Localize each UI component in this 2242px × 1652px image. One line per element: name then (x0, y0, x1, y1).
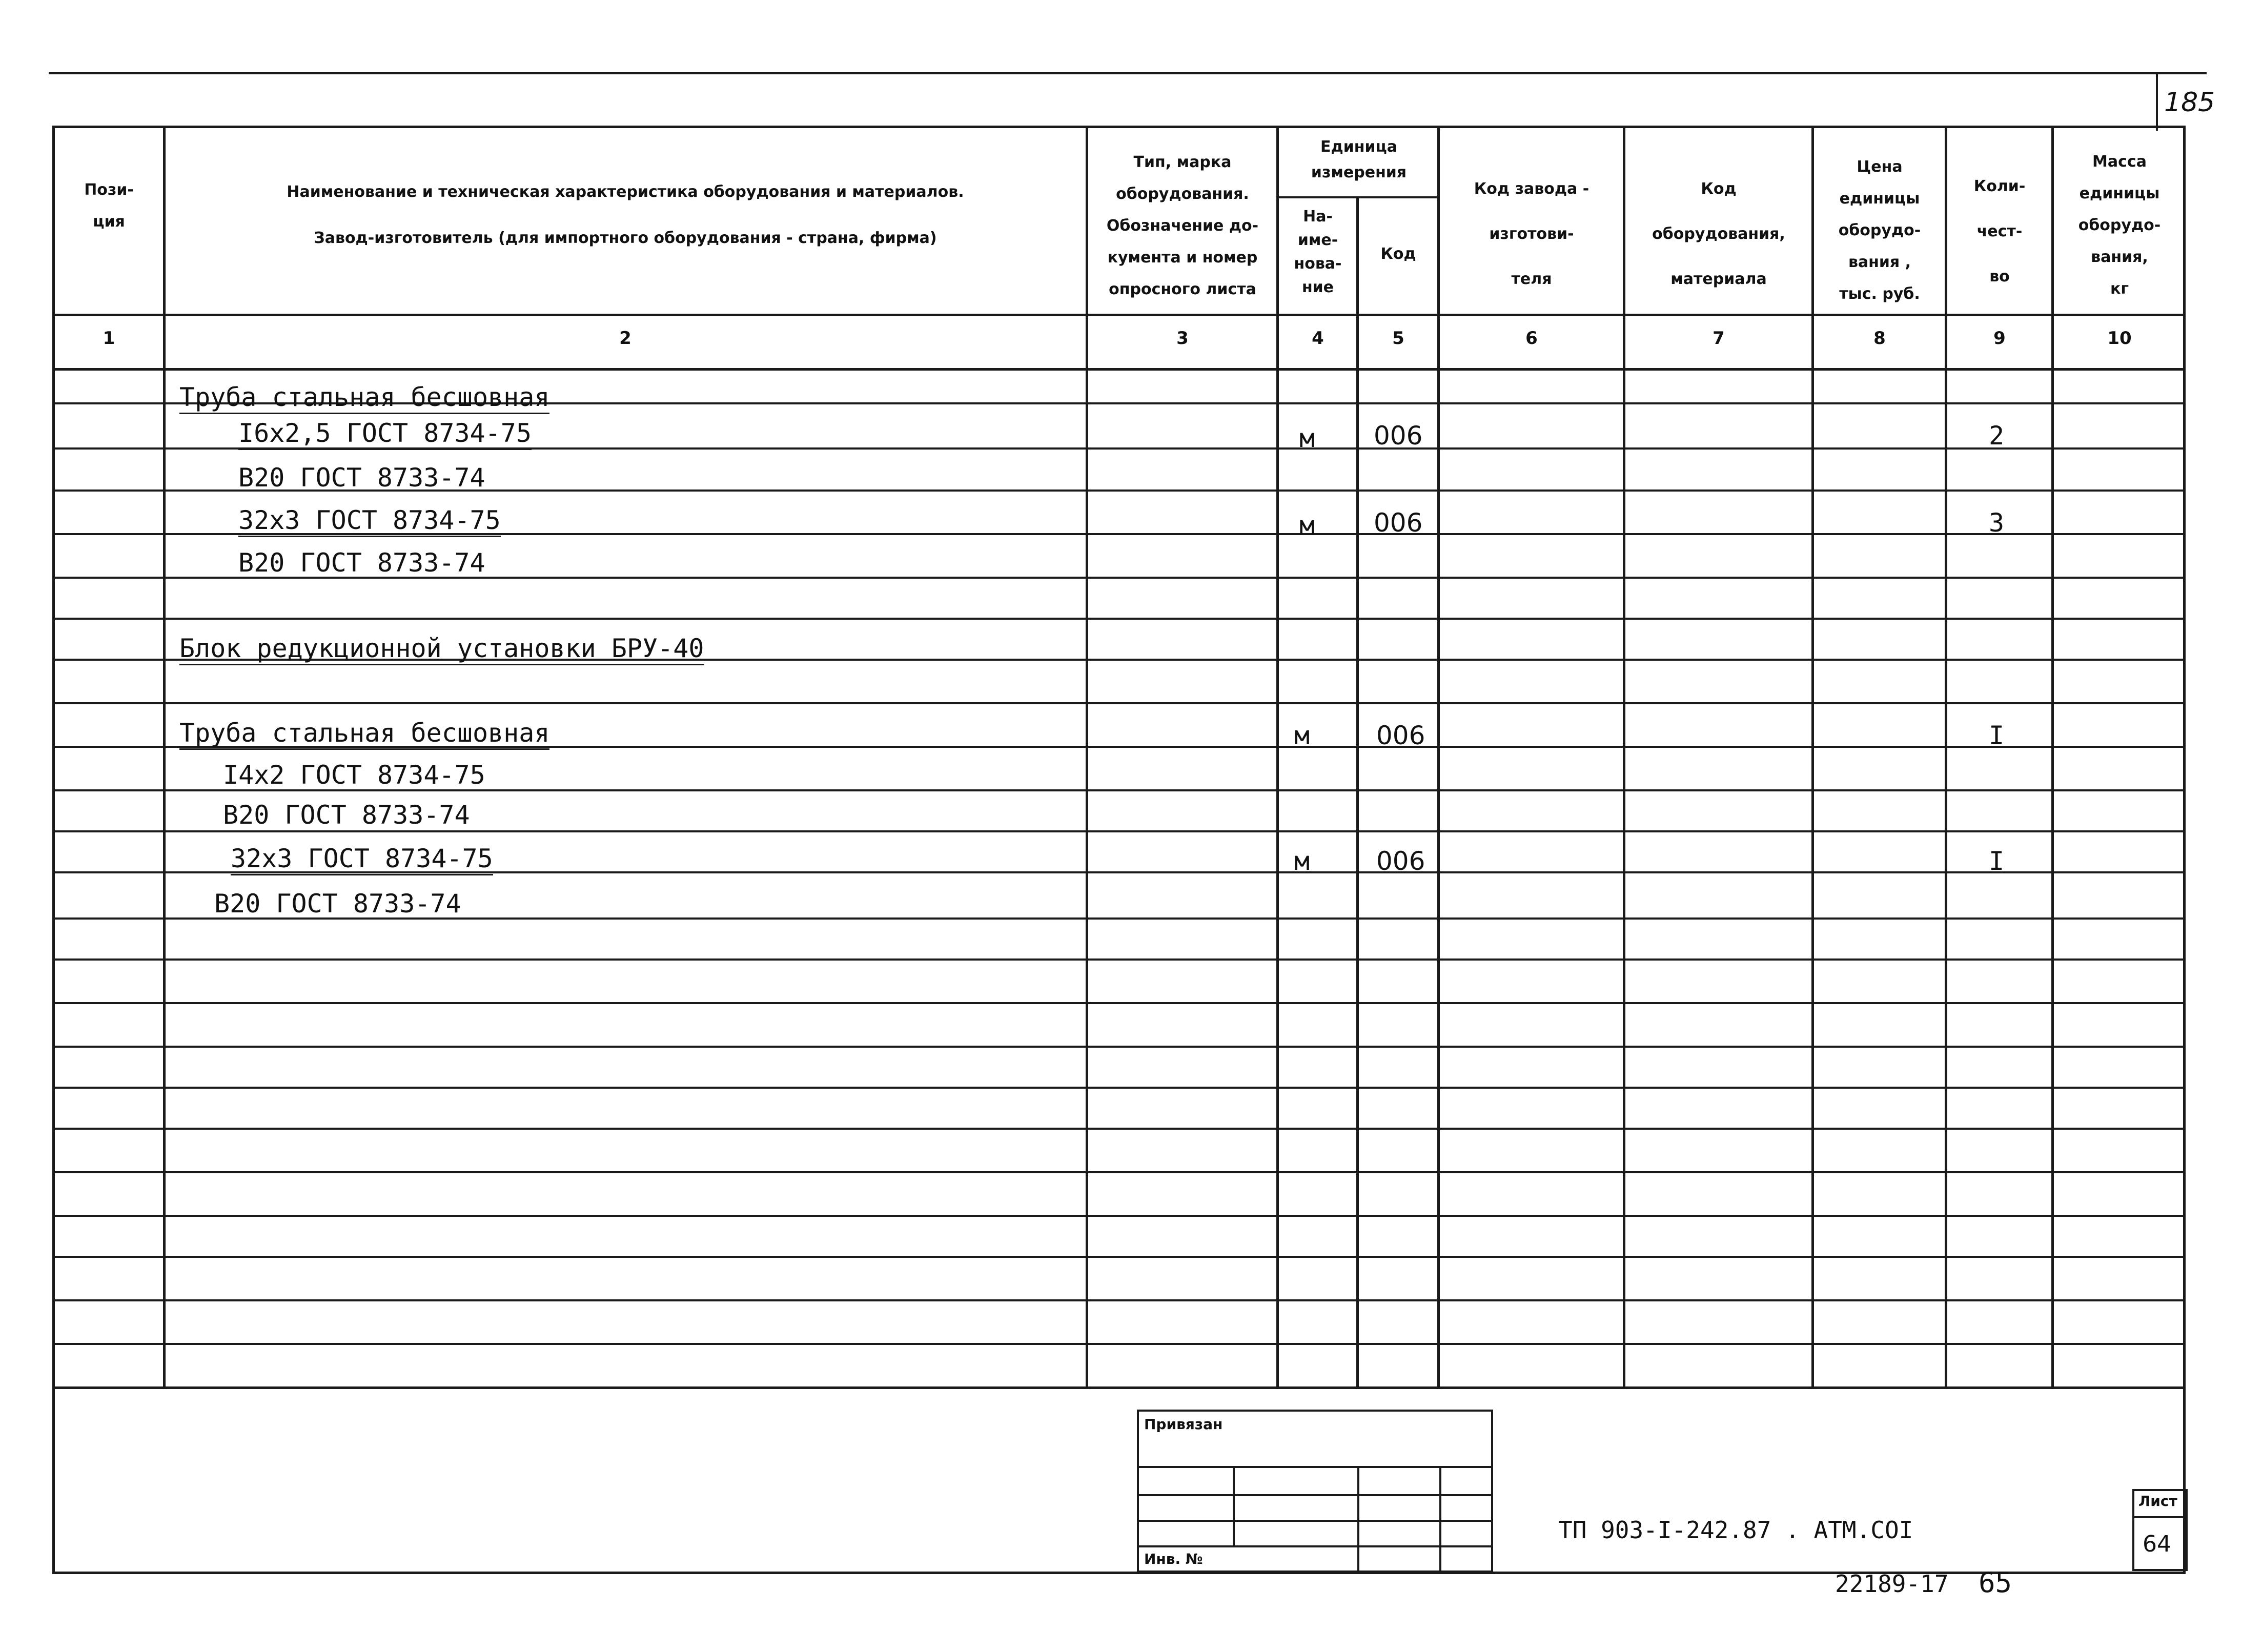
row-line (52, 1087, 2186, 1089)
top-rule (49, 72, 2207, 74)
header-text: име- (1297, 231, 1338, 249)
row-code: 006 (1376, 721, 1425, 750)
tb-line (1233, 1466, 1235, 1547)
colnum-5: 5 (1392, 328, 1404, 349)
row-line (52, 1299, 2186, 1301)
row-unit: м (1294, 846, 1310, 876)
header-text: Наименование и техническая характеристика оборудования и материалов. (287, 183, 964, 201)
header-text: во (1989, 268, 2010, 285)
corner-box-line (2156, 74, 2158, 131)
header-mass (2054, 146, 2185, 305)
colnum-4: 4 (1312, 328, 1324, 349)
header-text: оборудования. (1116, 185, 1249, 203)
row-line (52, 1343, 2186, 1345)
header-text: оборудо- (2078, 216, 2161, 234)
header-text: Пози- (84, 181, 134, 199)
header-text: Обозначение до- (1106, 217, 1259, 235)
header-text: чест- (1976, 222, 2023, 240)
row-name: 32x3 ГОСТ 8734-75 (231, 843, 493, 875)
colnum-7: 7 (1713, 328, 1725, 349)
header-text: опросного листа (1109, 280, 1256, 298)
inventory-number-label: Инв. № (1144, 1551, 1203, 1567)
row-qty: I (1989, 846, 2005, 876)
row-name: I6x2,5 ГОСТ 8734-75 (238, 418, 532, 450)
header-name (169, 169, 1082, 261)
header-position (56, 174, 161, 238)
colnum-10: 10 (2107, 328, 2132, 349)
header-unit-code (1359, 238, 1437, 270)
header-text: нова- (1294, 255, 1342, 273)
header-text: вания, (2091, 248, 2148, 266)
row-code: 006 (1376, 846, 1425, 876)
header-text: ние (1301, 278, 1334, 296)
sheet-box-line (2132, 1516, 2188, 1518)
tb-line (1439, 1466, 1441, 1573)
header-text: Единица (1320, 138, 1397, 156)
header-maker-code (1441, 167, 1622, 302)
row-unit: м (1299, 423, 1315, 453)
row-unit: м (1294, 721, 1310, 750)
header-text: Масса (2092, 153, 2147, 171)
header-text: Код (1380, 245, 1416, 263)
header-text: единицы (1839, 190, 1920, 208)
row-name: 32x3 ГОСТ 8734-75 (238, 505, 501, 537)
header-text: измерения (1311, 164, 1407, 181)
tb-line (1357, 1466, 1359, 1573)
row-line (52, 830, 2186, 832)
row-line (52, 958, 2186, 961)
row-code: 006 (1374, 508, 1423, 538)
row-name: Труба стальная бесшовная (179, 718, 549, 750)
title-block-attached-label: Привязан (1144, 1416, 1223, 1433)
header-text: На- (1303, 208, 1333, 226)
sheet-number: 64 (2143, 1531, 2171, 1557)
colnum-bottom-line (52, 368, 2186, 371)
colnum-1: 1 (103, 328, 115, 349)
row-code: 006 (1374, 421, 1423, 451)
row-name: В20 ГОСТ 8733-74 (214, 889, 461, 919)
header-quantity (1948, 164, 2051, 299)
header-text: Коли- (1973, 177, 2026, 195)
header-text: единицы (2079, 185, 2160, 202)
header-text: кумента и номер (1107, 249, 1258, 267)
unit-group-line (1276, 196, 1440, 198)
header-text: теля (1511, 270, 1552, 288)
row-line (52, 1046, 2186, 1048)
header-unit-group (1279, 134, 1438, 186)
header-equipment-code (1627, 167, 1810, 302)
header-text: вания , (1848, 253, 1911, 271)
corner-page-number: 185 (2164, 87, 2215, 118)
header-text: кг (2110, 280, 2129, 298)
header-text: Код (1701, 180, 1737, 198)
row-line (52, 618, 2186, 620)
row-line (52, 1256, 2186, 1258)
row-line (52, 1002, 2186, 1004)
row-line (52, 1128, 2186, 1130)
colnum-6: 6 (1525, 328, 1538, 349)
row-qty: I (1989, 721, 2005, 750)
col-divider (1356, 197, 1359, 1389)
row-line (52, 1215, 2186, 1217)
header-text: Цена (1857, 158, 1903, 176)
row-qty: 3 (1989, 508, 2005, 538)
row-name: Блок редукционной установки БРУ-40 (179, 633, 704, 665)
row-line (52, 1171, 2186, 1173)
header-price (1815, 151, 1945, 310)
row-unit: м (1299, 511, 1315, 540)
colnum-2: 2 (619, 328, 631, 349)
row-name: I4x2 ГОСТ 8734-75 (223, 760, 485, 790)
row-name: В20 ГОСТ 8733-74 (238, 548, 485, 578)
row-name: В20 ГОСТ 8733-74 (223, 800, 470, 830)
header-text: Завод-изготовитель (для импортного оборудования - страна, фирма) (314, 229, 937, 247)
row-line (52, 702, 2186, 704)
header-text: тыс. руб. (1839, 285, 1920, 303)
header-text: Код завода - (1474, 180, 1589, 198)
header-type (1090, 147, 1275, 305)
document-code: ТП 903-I-242.87 . АТМ.СОI (1558, 1516, 1913, 1544)
header-text: Тип, марка (1133, 153, 1232, 171)
header-text: ция (93, 213, 125, 231)
sheet-label: Лист (2138, 1493, 2177, 1510)
archive-number: 22189-17 (1835, 1570, 1949, 1598)
header-unit-name (1279, 205, 1356, 299)
colnum-9: 9 (1993, 328, 2006, 349)
header-text: изготови- (1489, 225, 1574, 243)
colnum-3: 3 (1176, 328, 1189, 349)
row-qty: 2 (1989, 421, 2005, 451)
colnum-8: 8 (1873, 328, 1886, 349)
body-bottom-line (52, 1386, 2186, 1389)
header-text: оборудования, (1652, 225, 1785, 243)
row-name: Труба стальная бесшовная (179, 382, 549, 414)
header-text: материала (1670, 270, 1767, 288)
header-bottom-line (52, 314, 2186, 316)
page-number: 65 (1979, 1566, 2012, 1599)
row-name: В20 ГОСТ 8733-74 (238, 463, 485, 493)
header-text: оборудо- (1838, 221, 1921, 239)
